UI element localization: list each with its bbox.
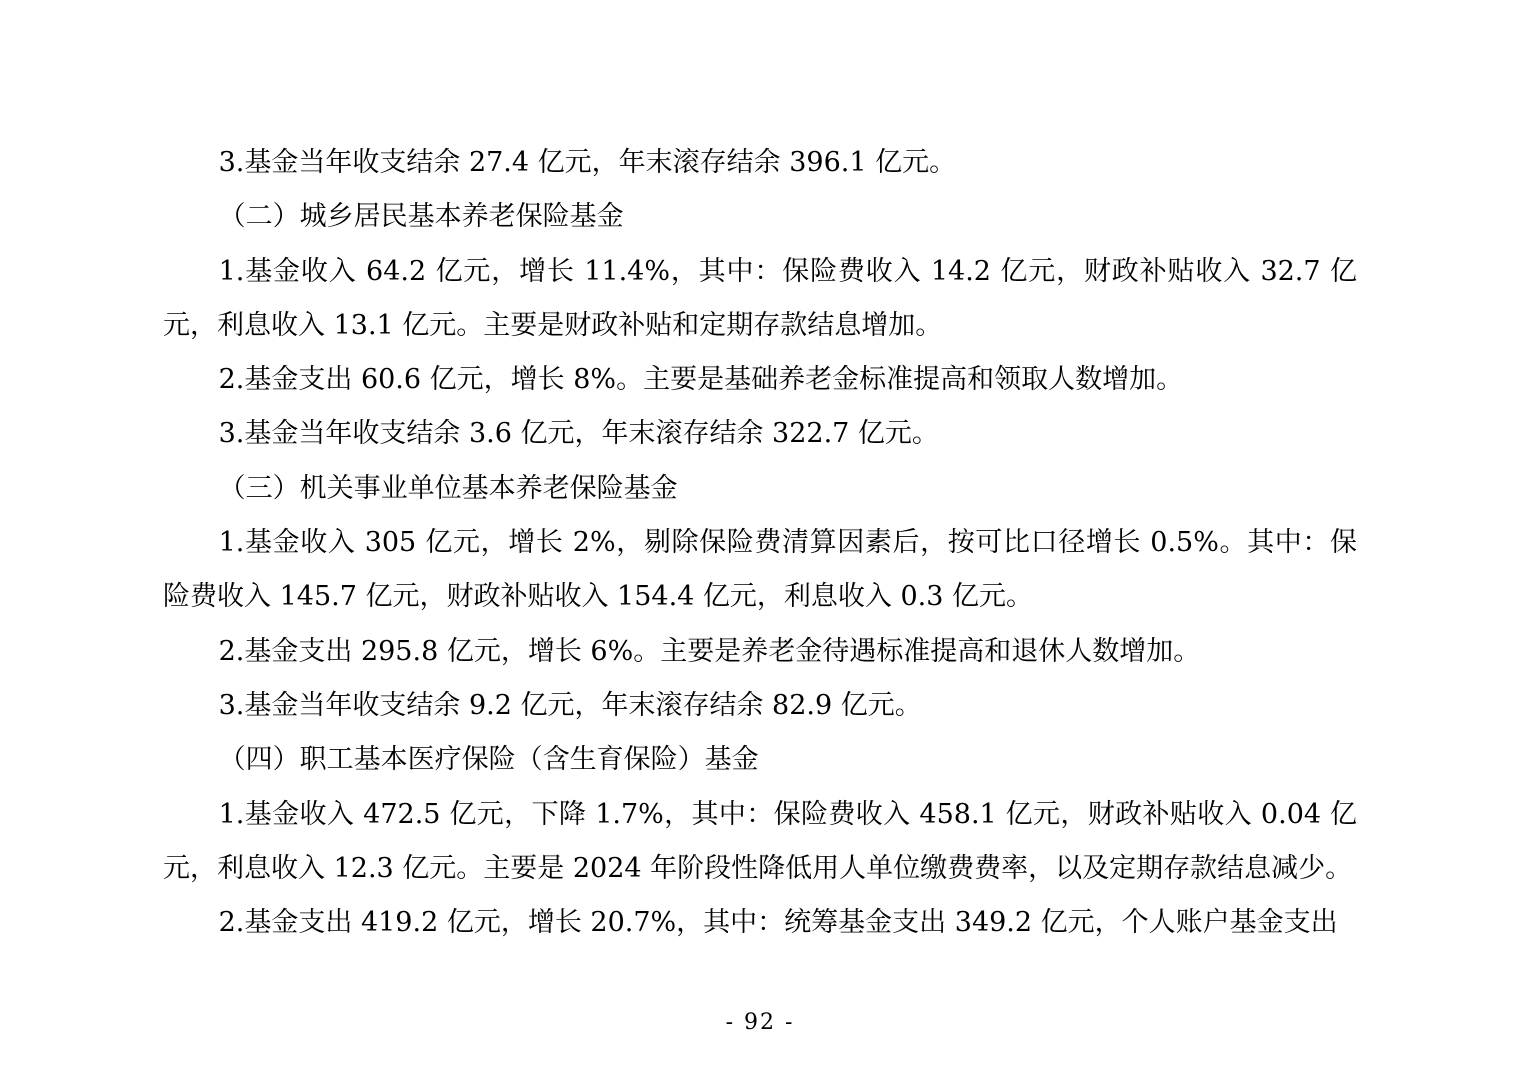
paragraph-7: 1.基金收入 305 亿元，增长 2%，剔除保险费清算因素后，按可比口径增长 0.5%。其中：保险费收入 145.7 亿元，财政补贴收入 154.4 亿元，利息收入 0.3 亿元。 [163, 527, 1357, 613]
paragraph-4: 2.基金支出 60.6 亿元，增长 8%。主要是基础养老金标准提高和领取人数增加。 [218, 364, 1184, 396]
paragraph-3: 1.基金收入 64.2 亿元，增长 11.4%，其中：保险费收入 14.2 亿元，财政补贴收入 32.7 亿元，利息收入 13.1 亿元。主要是财政补贴和定期存款结息增加。 [163, 255, 1357, 341]
paragraph-8: 2.基金支出 295.8 亿元，增长 6%。主要是养老金待遇标准提高和退休人数增加。 [218, 635, 1201, 667]
section-heading-3: （三）机关事业单位基本养老保险基金 [218, 472, 678, 504]
section-heading-2: （二）城乡居民基本养老保险基金 [218, 201, 624, 233]
body-text [163, 136, 1357, 950]
paragraph-9: 3.基金当年收支结余 9.2 亿元，年末滚存结余 82.9 亿元。 [218, 689, 922, 721]
page-number: - 92 - [725, 1010, 795, 1035]
paragraph-11: 1.基金收入 472.5 亿元，下降 1.7%，其中：保险费收入 458.1 亿元，财政补贴收入 0.04 亿元，利息收入 12.3 亿元。主要是 2024 年阶段性降低用人单位缴费费率，以及定期存款结息减少。 [163, 798, 1357, 884]
paragraph-5: 3.基金当年收支结余 3.6 亿元，年末滚存结余 322.7 亿元。 [218, 418, 939, 450]
paragraph-12: 2.基金支出 419.2 亿元，增长 20.7%，其中：统筹基金支出 349.2 亿元，个人账户基金支出 [218, 907, 1338, 939]
section-heading-4: （四）职工基本医疗保险（含生育保险）基金 [218, 744, 759, 776]
paragraph-1: 3.基金当年收支结余 27.4 亿元，年末滚存结余 396.1 亿元。 [218, 147, 957, 178]
